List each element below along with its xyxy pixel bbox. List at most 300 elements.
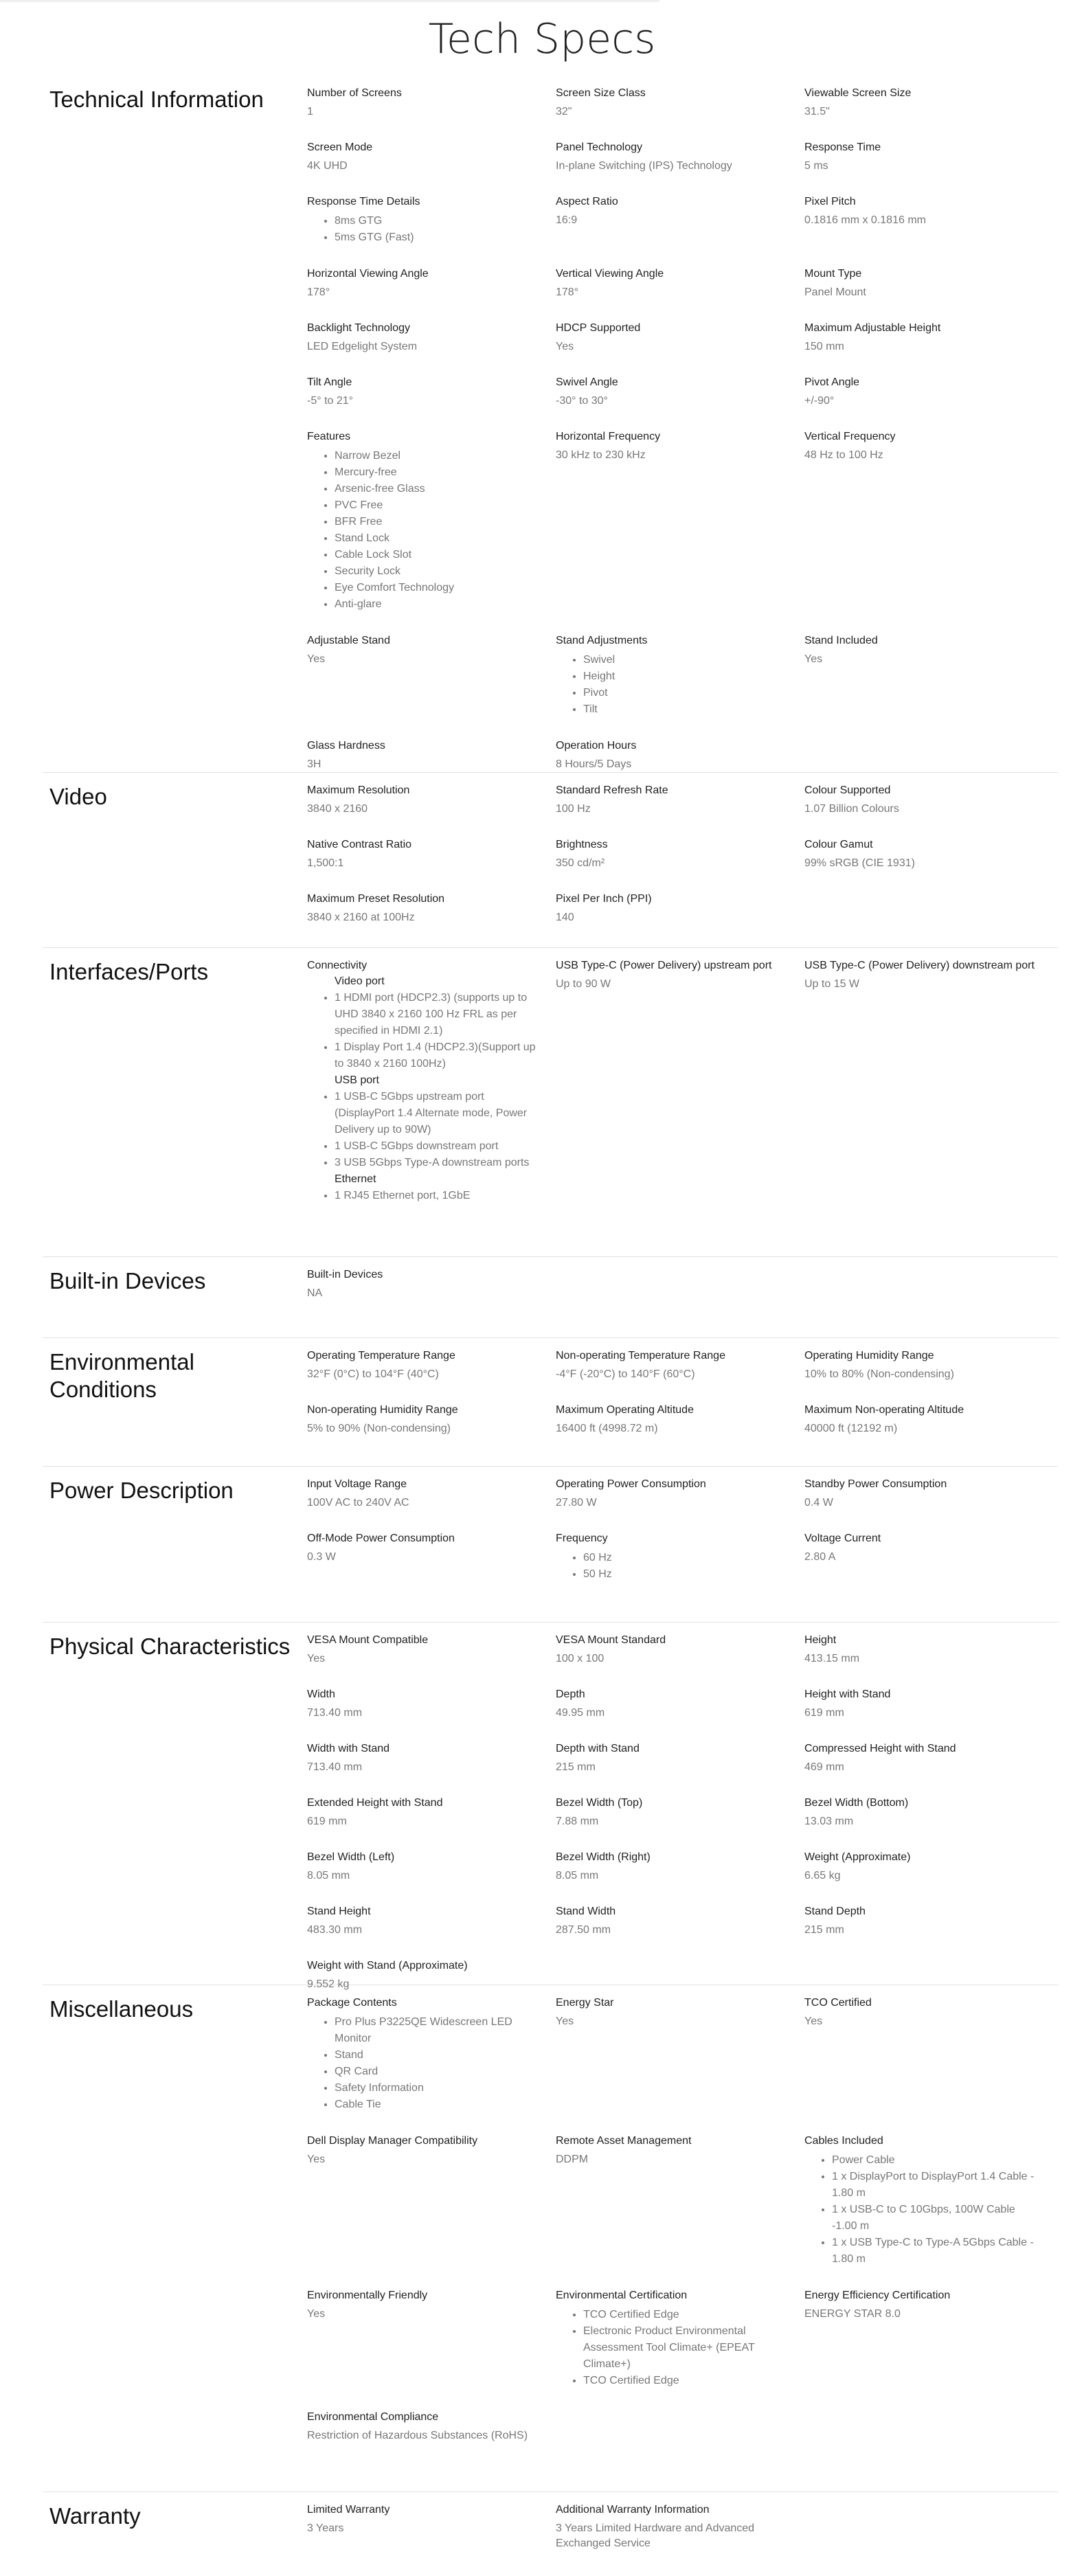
spec-value: NA — [307, 1287, 323, 1299]
spec-list-item: • Power Cable — [832, 2152, 1041, 2169]
spec-label: Voltage Current — [804, 1533, 881, 1544]
spec-item — [804, 1477, 1053, 1511]
spec-item — [804, 1904, 1053, 1938]
spec-value: Yes — [556, 2015, 574, 2027]
spec-value: Up to 90 W — [556, 978, 611, 990]
spec-section-technical-information — [43, 76, 1058, 773]
spec-value: 5% to 90% (Non-condensing) — [307, 1423, 451, 1434]
spec-list — [556, 2307, 792, 2389]
spec-item — [556, 1741, 804, 1775]
spec-list-item: • 5ms GTG (Fast) — [335, 229, 543, 246]
spec-item — [804, 321, 1053, 354]
page-title: Tech Specs — [428, 15, 656, 63]
spec-value: 350 cd/m² — [556, 857, 605, 869]
spec-section-miscellaneous — [43, 1985, 1058, 2492]
spec-list-item: • Narrow Bezel — [335, 448, 543, 464]
spec-value: 8.05 mm — [556, 1870, 599, 1882]
spec-item — [556, 140, 804, 174]
spec-label: Maximum Preset Resolution — [307, 893, 445, 905]
spec-item — [804, 140, 1053, 174]
spec-label: Pixel Pitch — [804, 196, 856, 207]
spec-item — [804, 86, 1053, 120]
spec-value: Panel Mount — [804, 286, 866, 298]
spec-value: 100V AC to 240V AC — [307, 1497, 409, 1509]
spec-item — [804, 1741, 1053, 1775]
spec-section-video — [43, 773, 1058, 948]
spec-list — [307, 1089, 543, 1171]
spec-item — [804, 2134, 1053, 2268]
spec-list-item: • Tilt — [583, 701, 792, 718]
spec-label: Vertical Viewing Angle — [556, 268, 664, 280]
spec-label: Screen Mode — [307, 142, 373, 153]
spec-label: Pixel Per Inch (PPI) — [556, 893, 652, 905]
spec-list-item: • Cable Tie — [335, 2097, 543, 2113]
spec-list-item: • PVC Free — [335, 497, 543, 514]
spec-value: 3 Years Limited Hardware and Advanced Exchanged Service — [556, 2522, 755, 2549]
spec-list — [556, 652, 792, 718]
spec-item — [307, 958, 556, 1204]
spec-item — [556, 1850, 804, 1884]
spec-value: 0.3 W — [307, 1551, 336, 1563]
spec-value: 2.80 A — [804, 1551, 836, 1563]
spec-subheading: USB port — [335, 1074, 379, 1086]
spec-label: Weight with Stand (Approximate) — [307, 1960, 468, 1971]
spec-value: -30° to 30° — [556, 395, 608, 407]
spec-label: Bezel Width (Bottom) — [804, 1797, 909, 1809]
spec-value: Yes — [307, 1653, 326, 1664]
spec-label: Horizontal Viewing Angle — [307, 268, 429, 280]
spec-value: 178° — [307, 286, 330, 298]
spec-item — [556, 837, 804, 871]
spec-value: Restriction of Hazardous Substances (RoHS) — [307, 2430, 528, 2441]
spec-list-item: • BFR Free — [335, 514, 543, 530]
spec-label: Adjustable Stand — [307, 635, 390, 646]
spec-label: Standby Power Consumption — [804, 1478, 947, 1490]
spec-label: Package Contents — [307, 1997, 397, 2009]
spec-item — [804, 783, 1053, 817]
spec-grid — [307, 86, 1058, 772]
spec-value: +/-90° — [804, 395, 835, 407]
spec-value: 3H — [307, 758, 321, 770]
spec-list — [307, 213, 543, 246]
spec-item — [556, 321, 804, 354]
spec-label: Connectivity — [307, 960, 368, 971]
spec-value: 16:9 — [556, 214, 578, 226]
spec-item — [804, 194, 1053, 246]
spec-label: Response Time Details — [307, 196, 420, 207]
spec-label: Aspect Ratio — [556, 196, 618, 207]
spec-list-item: • 1 RJ45 Ethernet port, 1GbE — [335, 1188, 543, 1204]
spec-label: Depth with Stand — [556, 1743, 640, 1754]
spec-label: Compressed Height with Stand — [804, 1743, 956, 1754]
spec-value: Up to 15 W — [804, 978, 860, 990]
spec-label: Features — [307, 431, 351, 442]
spec-grid — [307, 958, 1058, 1204]
spec-label: USB Type-C (Power Delivery) downstream port — [804, 960, 1035, 971]
spec-value: 0.1816 mm x 0.1816 mm — [804, 214, 926, 226]
spec-value: 99% sRGB (CIE 1931) — [804, 857, 915, 869]
spec-item — [556, 633, 804, 718]
spec-item — [307, 375, 556, 409]
spec-label: Viewable Screen Size — [804, 87, 912, 99]
spec-value: 32°F (0°C) to 104°F (40°C) — [307, 1368, 439, 1380]
spec-list-item: • 8ms GTG — [335, 213, 543, 229]
spec-item — [307, 1996, 556, 2113]
spec-label: Swivel Angle — [556, 376, 618, 388]
spec-item — [556, 1348, 804, 1382]
spec-label: Vertical Frequency — [804, 431, 896, 442]
spec-list-item: • Safety Information — [335, 2080, 543, 2097]
spec-item — [556, 2134, 804, 2268]
spec-list-item: • Arsenic-free Glass — [335, 481, 543, 497]
spec-label: Height with Stand — [804, 1688, 891, 1700]
spec-value: 49.95 mm — [556, 1707, 605, 1719]
spec-label: Input Voltage Range — [307, 1478, 407, 1490]
spec-list-item: • TCO Certified Edge — [583, 2373, 792, 2389]
section-title: Technical Information — [49, 87, 264, 112]
section-title: Warranty — [49, 2503, 141, 2529]
spec-item — [307, 738, 556, 772]
spec-item — [804, 1403, 1053, 1436]
spec-label: Maximum Resolution — [307, 784, 410, 796]
spec-label: Native Contrast Ratio — [307, 839, 412, 850]
spec-value: 1,500:1 — [307, 857, 344, 869]
spec-label: Backlight Technology — [307, 322, 411, 334]
spec-label: Depth — [556, 1688, 585, 1700]
spec-label: Standard Refresh Rate — [556, 784, 668, 796]
spec-item — [556, 86, 804, 120]
spec-label: Pivot Angle — [804, 376, 860, 388]
spec-item — [556, 783, 804, 817]
spec-item — [804, 1348, 1053, 1382]
spec-list-item: • 1 HDMI port (HDCP2.3) (supports up to UHD 3840 x 2160 100 Hz FRL as per specified in HDMI 2.1) — [335, 990, 543, 1039]
spec-value: 0.4 W — [804, 1497, 833, 1509]
spec-list-item: • 1 USB-C 5Gbps upstream port (DisplayPort 1.4 Alternate mode, Power Delivery up to 90W) — [335, 1089, 543, 1138]
spec-label: Stand Included — [804, 635, 878, 646]
spec-label: Dell Display Manager Compatibility — [307, 2135, 478, 2147]
spec-item — [804, 1796, 1053, 1829]
spec-list-item: • 1 x USB Type-C to Type-A 5Gbps Cable - 1.80 m — [832, 2235, 1041, 2268]
spec-item — [556, 892, 804, 925]
spec-value: 469 mm — [804, 1761, 844, 1773]
spec-value: 215 mm — [556, 1761, 596, 1773]
section-title: Power Description — [49, 1478, 234, 1503]
spec-item — [556, 1687, 804, 1721]
spec-value: Yes — [307, 653, 326, 665]
spec-label: Stand Width — [556, 1906, 616, 1917]
spec-value: 27.80 W — [556, 1497, 597, 1509]
spec-item — [556, 1633, 804, 1667]
spec-value: 619 mm — [307, 1816, 347, 1827]
spec-label: Colour Gamut — [804, 839, 873, 850]
spec-item — [307, 633, 556, 718]
spec-item — [307, 2502, 556, 2551]
spec-label: Response Time — [804, 142, 881, 153]
spec-label: Width — [307, 1688, 335, 1700]
spec-label: Frequency — [556, 1533, 608, 1544]
spec-section-interfaces-ports — [43, 948, 1058, 1257]
spec-item — [307, 140, 556, 174]
spec-item — [556, 375, 804, 409]
spec-section-environmental-conditions — [43, 1338, 1058, 1467]
spec-value: 483.30 mm — [307, 1924, 363, 1936]
spec-item — [307, 1796, 556, 1829]
spec-label: Width with Stand — [307, 1743, 390, 1754]
spec-label: Screen Size Class — [556, 87, 646, 99]
spec-value: 48 Hz to 100 Hz — [804, 449, 883, 461]
spec-label: Off-Mode Power Consumption — [307, 1533, 455, 1544]
spec-label: Extended Height with Stand — [307, 1797, 443, 1809]
spec-label: Operation Hours — [556, 740, 637, 752]
spec-value: 32" — [556, 106, 572, 117]
section-title: Environmental Conditions — [49, 1349, 194, 1402]
spec-value: 1 — [307, 106, 313, 117]
spec-label: Additional Warranty Information — [556, 2504, 710, 2516]
spec-list-item: • Swivel — [583, 652, 792, 668]
spec-label: Built-in Devices — [307, 1269, 383, 1280]
spec-section-warranty — [43, 2492, 1058, 2575]
spec-value: 4K UHD — [307, 160, 348, 172]
spec-label: Limited Warranty — [307, 2504, 390, 2516]
spec-value: 31.5" — [804, 106, 830, 117]
tech-specs — [43, 76, 1058, 2575]
spec-list-item: • 1 USB-C 5Gbps downstream port — [335, 1138, 543, 1155]
spec-list-item: • Eye Comfort Technology — [335, 580, 543, 596]
spec-list-item: • Pivot — [583, 685, 792, 701]
spec-list-item: • QR Card — [335, 2064, 543, 2080]
spec-item — [307, 892, 556, 925]
spec-value: 619 mm — [804, 1707, 844, 1719]
spec-item — [556, 1477, 804, 1511]
spec-label: Panel Technology — [556, 142, 643, 153]
top-divider — [0, 0, 659, 2]
spec-list-item: • Cable Lock Slot — [335, 547, 543, 563]
spec-value: 30 kHz to 230 kHz — [556, 449, 646, 461]
spec-grid — [307, 1996, 1058, 2443]
spec-section-power-description — [43, 1467, 1058, 1623]
spec-value: 150 mm — [804, 341, 844, 352]
spec-list-item: • Stand Lock — [335, 530, 543, 547]
spec-label: Brightness — [556, 839, 608, 850]
spec-item — [307, 2288, 556, 2389]
spec-section-physical-characteristics — [43, 1623, 1058, 1990]
spec-value: 215 mm — [804, 1924, 844, 1936]
spec-label: Weight (Approximate) — [804, 1851, 911, 1863]
spec-item — [307, 783, 556, 817]
spec-value: Yes — [804, 653, 823, 665]
spec-item — [804, 958, 1053, 1204]
spec-value: 8.05 mm — [307, 1870, 350, 1882]
spec-value: 287.50 mm — [556, 1924, 611, 1936]
spec-item — [556, 1531, 804, 1583]
spec-item — [307, 1348, 556, 1382]
spec-list-item: • TCO Certified Edge — [583, 2307, 792, 2323]
spec-list-item: • 3 USB 5Gbps Type-A downstream ports — [335, 1155, 543, 1171]
spec-value: 713.40 mm — [307, 1707, 363, 1719]
spec-value: 140 — [556, 912, 574, 923]
spec-item — [556, 194, 804, 246]
spec-item — [307, 267, 556, 300]
spec-value: 178° — [556, 286, 579, 298]
spec-item — [804, 429, 1053, 613]
spec-item — [307, 1477, 556, 1511]
spec-label: Colour Supported — [804, 784, 891, 796]
spec-label: Operating Power Consumption — [556, 1478, 706, 1490]
spec-list — [307, 2014, 543, 2113]
spec-label: Tilt Angle — [307, 376, 352, 388]
spec-label: USB Type-C (Power Delivery) upstream port — [556, 960, 772, 971]
spec-label: HDCP Supported — [556, 322, 641, 334]
spec-item — [307, 429, 556, 613]
spec-label: Maximum Non-operating Altitude — [804, 1404, 964, 1416]
spec-label: Stand Depth — [804, 1906, 866, 1917]
spec-item — [556, 1403, 804, 1436]
spec-grid — [307, 783, 1058, 925]
spec-label: VESA Mount Standard — [556, 1634, 666, 1646]
spec-item — [307, 2410, 556, 2443]
spec-label: Height — [804, 1634, 837, 1646]
spec-item — [556, 738, 804, 772]
spec-value: 10% to 80% (Non-condensing) — [804, 1368, 954, 1380]
spec-item — [556, 2288, 804, 2389]
spec-item — [804, 1633, 1053, 1667]
spec-list — [307, 448, 543, 613]
spec-item — [307, 86, 556, 120]
spec-grid — [307, 1477, 1058, 1583]
spec-value: 3 Years — [307, 2522, 344, 2534]
spec-item — [804, 633, 1053, 718]
spec-grid — [307, 1267, 1058, 1301]
spec-label: Glass Hardness — [307, 740, 385, 752]
spec-value: 413.15 mm — [804, 1653, 860, 1664]
spec-item — [804, 267, 1053, 300]
spec-subheading: Ethernet — [335, 1173, 376, 1185]
spec-value: -4°F (-20°C) to 140°F (60°C) — [556, 1368, 695, 1380]
spec-item — [804, 375, 1053, 409]
section-title: Video — [49, 784, 107, 809]
spec-item — [307, 1403, 556, 1436]
spec-value: 100 Hz — [556, 803, 591, 815]
spec-value: 16400 ft (4998.72 m) — [556, 1423, 658, 1434]
spec-label: Energy Star — [556, 1997, 614, 2009]
spec-item — [556, 958, 804, 1204]
spec-item — [804, 2288, 1053, 2389]
spec-grid — [307, 2502, 1058, 2551]
spec-label: Maximum Adjustable Height — [804, 322, 941, 334]
section-title: Physical Characteristics — [49, 1634, 291, 1659]
spec-value: 100 x 100 — [556, 1653, 605, 1664]
spec-item — [307, 837, 556, 871]
spec-value: Yes — [804, 2015, 823, 2027]
spec-value: 7.88 mm — [556, 1816, 599, 1827]
spec-item — [307, 1633, 556, 1667]
spec-value: 6.65 kg — [804, 1870, 841, 1882]
spec-label: Energy Efficiency Certification — [804, 2290, 951, 2301]
spec-item — [556, 267, 804, 300]
spec-item — [307, 2134, 556, 2268]
section-title: Interfaces/Ports — [49, 959, 209, 984]
spec-label: Stand Height — [307, 1906, 371, 1917]
spec-label: Cables Included — [804, 2135, 883, 2147]
spec-label: Mount Type — [804, 268, 862, 280]
spec-list-item: • 1 x DisplayPort to DisplayPort 1.4 Cable - 1.80 m — [832, 2169, 1041, 2202]
spec-list-item: • Height — [583, 668, 792, 685]
spec-item — [307, 1687, 556, 1721]
spec-item — [556, 429, 804, 613]
spec-value: ENERGY STAR 8.0 — [804, 2308, 901, 2320]
spec-value: 13.03 mm — [804, 1816, 854, 1827]
spec-label: Bezel Width (Top) — [556, 1797, 643, 1809]
spec-list-item: • Anti-glare — [335, 596, 543, 613]
spec-list-item: • 1 x USB-C to C 10Gbps, 100W Cable -1.00 m — [832, 2202, 1041, 2235]
spec-item — [307, 1267, 556, 1301]
spec-label: Bezel Width (Right) — [556, 1851, 651, 1863]
spec-subheading: Video port — [335, 975, 385, 987]
spec-value: 8 Hours/5 Days — [556, 758, 632, 770]
spec-label: Maximum Operating Altitude — [556, 1404, 694, 1416]
spec-value: In-plane Switching (IPS) Technology — [556, 160, 732, 172]
spec-value: -5° to 21° — [307, 395, 354, 407]
spec-value: Yes — [556, 341, 574, 352]
spec-value: 713.40 mm — [307, 1761, 363, 1773]
spec-value: Yes — [307, 2154, 326, 2165]
spec-value: 5 ms — [804, 160, 828, 172]
spec-list-item: • Security Lock — [335, 563, 543, 580]
spec-list — [804, 2152, 1041, 2268]
spec-label: Environmental Compliance — [307, 2411, 439, 2423]
spec-item — [307, 1904, 556, 1938]
spec-item — [804, 1531, 1053, 1583]
spec-item — [307, 1531, 556, 1583]
spec-value: 3840 x 2160 at 100Hz — [307, 912, 415, 923]
spec-value: 1.07 Billion Colours — [804, 803, 899, 815]
spec-label: TCO Certified — [804, 1997, 872, 2009]
spec-list-item: • Mercury-free — [335, 464, 543, 481]
spec-item — [307, 1741, 556, 1775]
spec-grid — [307, 1348, 1058, 1436]
spec-label: Remote Asset Management — [556, 2135, 692, 2147]
spec-label: Bezel Width (Left) — [307, 1851, 395, 1863]
spec-label: Operating Temperature Range — [307, 1350, 455, 1362]
spec-list — [307, 990, 543, 1072]
spec-list-item: • Pro Plus P3225QE Widescreen LED Monitor — [335, 2014, 543, 2047]
spec-label: Operating Humidity Range — [804, 1350, 934, 1362]
spec-item — [556, 1996, 804, 2113]
spec-list-item: • 60 Hz — [583, 1550, 792, 1566]
spec-label: Non-operating Temperature Range — [556, 1350, 725, 1362]
spec-section-built-in-devices — [43, 1257, 1058, 1338]
section-title: Miscellaneous — [49, 1996, 194, 2022]
spec-item — [804, 837, 1053, 871]
spec-grid — [307, 1633, 1058, 1992]
spec-item — [307, 1850, 556, 1884]
spec-label: Stand Adjustments — [556, 635, 648, 646]
spec-value: 3840 x 2160 — [307, 803, 368, 815]
spec-item — [307, 321, 556, 354]
spec-item — [804, 1687, 1053, 1721]
spec-item — [307, 194, 556, 246]
spec-list — [556, 1550, 792, 1583]
spec-label: Environmental Certification — [556, 2290, 688, 2301]
spec-item — [804, 1850, 1053, 1884]
spec-item — [556, 1904, 804, 1938]
spec-label: Non-operating Humidity Range — [307, 1404, 458, 1416]
spec-list-item: • Stand — [335, 2047, 543, 2064]
spec-item — [556, 1796, 804, 1829]
spec-item — [556, 2502, 804, 2551]
spec-list-item: • Electronic Product Environmental Assessment Tool Climate+ (EPEAT Climate+) — [583, 2323, 792, 2373]
spec-value: 9.552 kg — [307, 1978, 350, 1990]
